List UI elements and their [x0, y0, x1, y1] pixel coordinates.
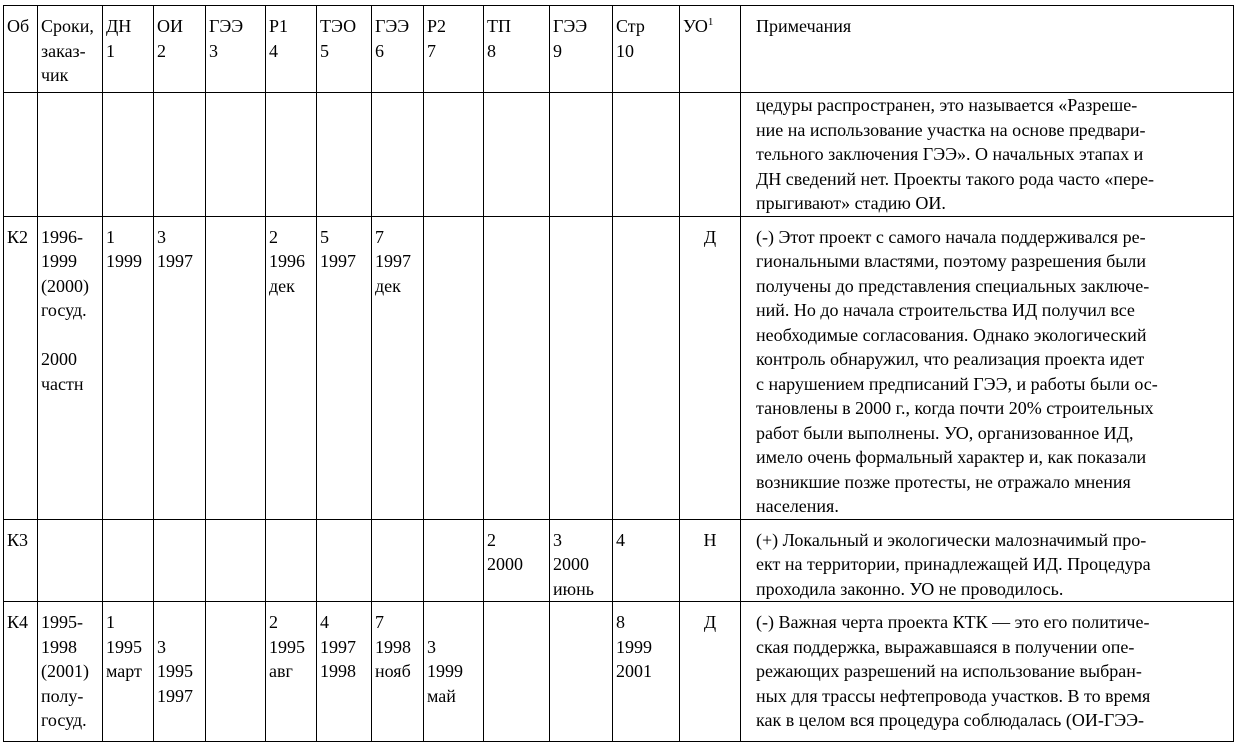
- table-cell: [154, 519, 206, 602]
- header-object: Об: [4, 6, 38, 93]
- header-gee-9: ГЭЭ 9: [550, 6, 613, 93]
- header-tp: ТП 8: [484, 6, 550, 93]
- table-cell: [613, 216, 680, 519]
- table-cell: Н: [680, 519, 741, 602]
- header-teo: ТЭО 5: [317, 6, 372, 93]
- table-cell: 3 2000 июнь: [550, 519, 613, 602]
- table-cell: 1 1995 март: [103, 602, 154, 742]
- footnote-marker: 1: [707, 16, 714, 28]
- table-cell: [266, 93, 317, 217]
- table-cell: 3 1995 1997: [154, 602, 206, 742]
- header-oi: ОИ 2: [154, 6, 206, 93]
- table-cell: [424, 93, 484, 217]
- header-dn: ДН 1: [103, 6, 154, 93]
- table-cell: 4 1997 1998: [317, 602, 372, 742]
- table-cell: 7 1998 нояб: [372, 602, 424, 742]
- header-uo: $УО^1$: [680, 6, 741, 93]
- table-cell: [4, 93, 38, 217]
- table-row: [4, 93, 1234, 217]
- table-cell: 3 1997: [154, 216, 206, 519]
- table-row: [4, 216, 1234, 519]
- table-cell: [206, 602, 266, 742]
- header-r2: Р2 7: [424, 6, 484, 93]
- table-cell: [550, 216, 613, 519]
- table-cell: [266, 519, 317, 602]
- table-cell: К4: [4, 602, 38, 742]
- header-terms-customer: Сроки, заказ- чик: [38, 6, 103, 93]
- table-cell: [484, 216, 550, 519]
- table-cell: [484, 602, 550, 742]
- notes-cell: (-) Важная черта проекта КТК — это его политиче- ская поддержка, выражавшаяся в получении опе- режающих разрешений на использование выбран- ных для трассы нефтепровода участков. В то время как в целом вся процедура соблюдалась (ОИ-ГЭЭ-: [741, 602, 1234, 742]
- table-cell: 5 1997: [317, 216, 372, 519]
- table-row: [4, 602, 1234, 742]
- header-str: Стр 10: [613, 6, 680, 93]
- table-cell: [103, 93, 154, 217]
- table-cell: [206, 93, 266, 217]
- table-row: [4, 519, 1234, 602]
- table-cell: К2: [4, 216, 38, 519]
- table-cell: [424, 519, 484, 602]
- table-cell: 4: [613, 519, 680, 602]
- table-cell: 3 1999 май: [424, 602, 484, 742]
- table-cell: 1996- 1999 (2000) госуд. 2000 частн: [38, 216, 103, 519]
- header-notes: Примечания: [741, 6, 1234, 93]
- table-cell: Д: [680, 602, 741, 742]
- table-cell: [206, 519, 266, 602]
- table-cell: К3: [4, 519, 38, 602]
- table-cell: [372, 519, 424, 602]
- table-cell: [317, 93, 372, 217]
- table-cell: [38, 519, 103, 602]
- notes-cell: (-) Этот проект с самого начала поддерживался ре- гиональными властями, поэтому разрешения были получены до представления специальных заключе- ний. Но до начала строительства ИД получил все необходимые согласования. Однако экологический контроль обнаружил, что реализация проекта идет с нарушением предписаний ГЭЭ, и работы были ос- тановлены в 2000 г., когда почти 20% строительных работ были выполнены. УО, организованное ИД, имело очень формальный характер и, как показали возникшие позже протесты, не отражало мнения населения.: [741, 216, 1234, 519]
- table-cell: [424, 216, 484, 519]
- table-cell: 7 1997 дек: [372, 216, 424, 519]
- header-gee-3: ГЭЭ 3: [206, 6, 266, 93]
- table-cell: 2 1995 авг: [266, 602, 317, 742]
- table-cell: 2 2000: [484, 519, 550, 602]
- table-cell: 1995- 1998 (2001) полу- госуд.: [38, 602, 103, 742]
- table-cell: [206, 216, 266, 519]
- table-cell: [613, 93, 680, 217]
- table-cell: [103, 519, 154, 602]
- table-cell: [680, 93, 741, 217]
- table-cell: [550, 602, 613, 742]
- table-cell: [154, 93, 206, 217]
- table-header-row: [4, 6, 1234, 93]
- table-cell: 1 1999: [103, 216, 154, 519]
- table-cell: Д: [680, 216, 741, 519]
- table-cell: [317, 519, 372, 602]
- eia-procedure-table: [3, 5, 1234, 742]
- notes-cell: (+) Локальный и экологически малозначимый про- ект на территории, принадлежащей ИД. Процедура проходила законно. УО не проводилось.: [741, 519, 1234, 602]
- header-gee-6: ГЭЭ 6: [372, 6, 424, 93]
- table-cell: 8 1999 2001: [613, 602, 680, 742]
- table-cell: 2 1996 дек: [266, 216, 317, 519]
- table-cell: [550, 93, 613, 217]
- notes-cell: цедуры распространен, это называется «Разреше- ние на использование участка на основе предвари- тельного заключения ГЭЭ». О начальных этапах и ДН сведений нет. Проекты такого рода часто «пере- прыгивают» стадию ОИ.: [741, 93, 1234, 217]
- table-cell: [372, 93, 424, 217]
- table-cell: [38, 93, 103, 217]
- table-cell: [484, 93, 550, 217]
- header-r1: Р1 4: [266, 6, 317, 93]
